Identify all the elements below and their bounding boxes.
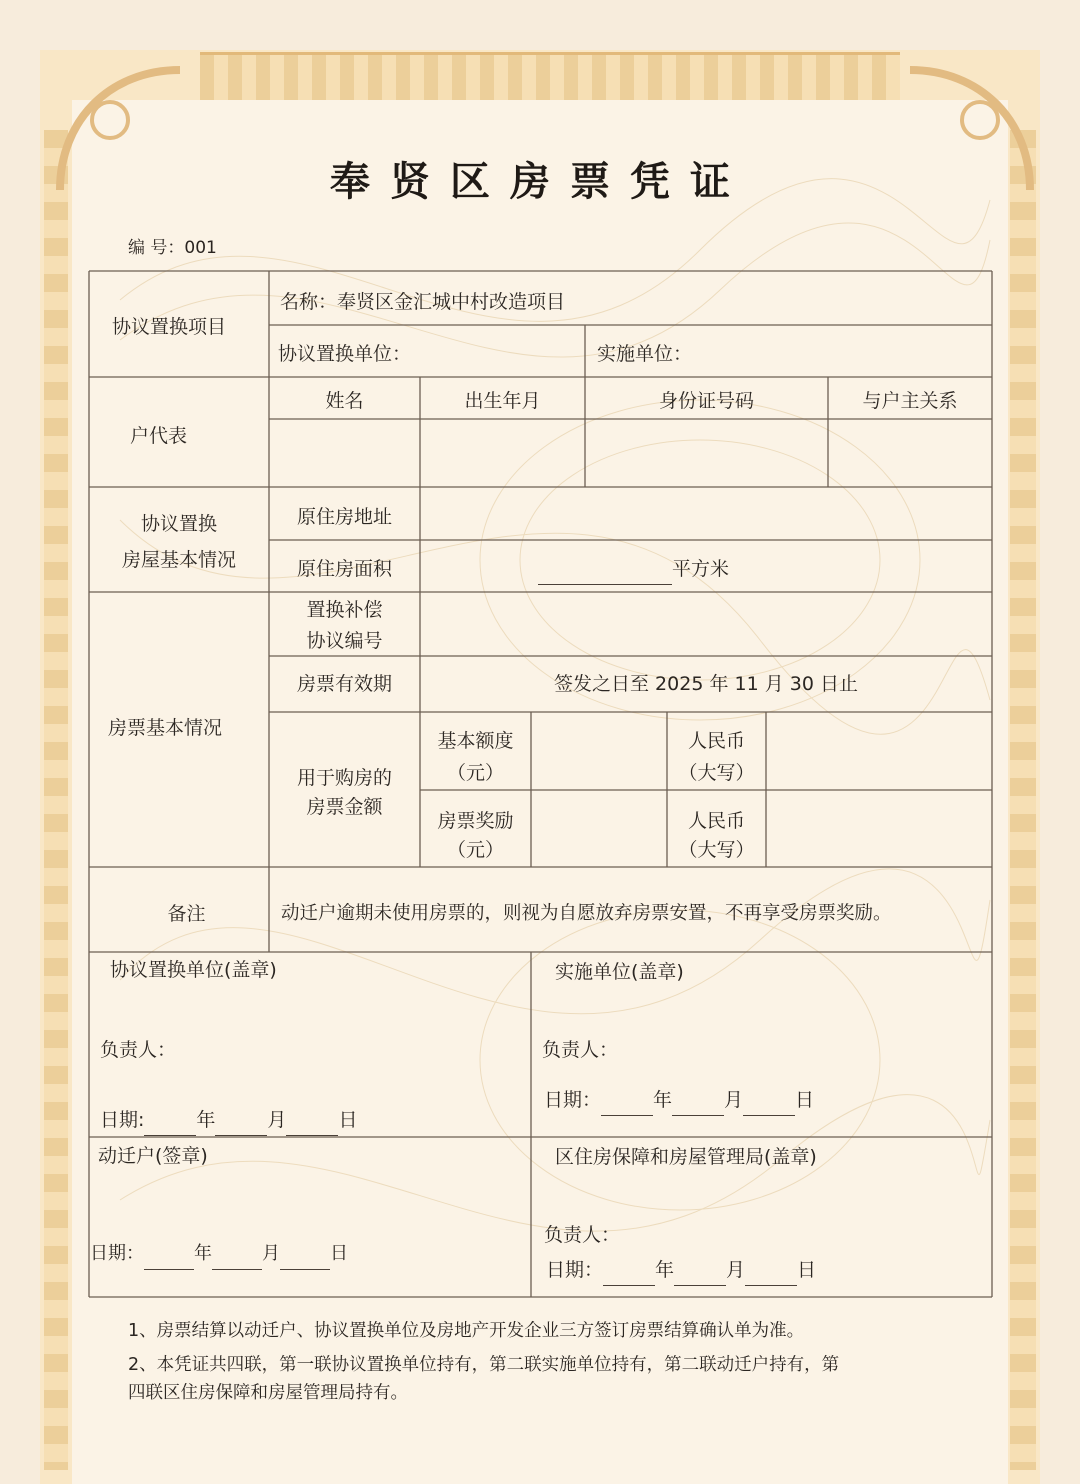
original-address-label: 原住房地址 bbox=[296, 506, 392, 528]
unit-person-label: 负责人： bbox=[100, 1039, 177, 1061]
household-date: 日期： 年 月 日 bbox=[90, 1238, 348, 1270]
reward-line1: 房票奖励 bbox=[437, 810, 514, 832]
serial-number: 编 号：001 bbox=[128, 238, 217, 258]
reward-rmb-line1: 人民币 bbox=[687, 810, 745, 832]
bureau-person-label: 负责人： bbox=[544, 1224, 621, 1246]
validity-label: 房票有效期 bbox=[296, 673, 392, 695]
column-header-id-number: 身份证号码 bbox=[658, 390, 754, 412]
unit-date: 日期: 年 月 日 bbox=[100, 1104, 357, 1136]
column-header-relation: 与户主关系 bbox=[862, 390, 958, 412]
purchase-amount-line1: 用于购房的 bbox=[296, 767, 392, 789]
footnote-2-continued: 四联区住房保障和房屋管理局持有。 bbox=[128, 1383, 408, 1403]
area-unit: 平方米 bbox=[672, 558, 730, 580]
column-header-name: 姓名 bbox=[325, 390, 364, 412]
project-name: 名称：奉贤区金汇城中村改造项目 bbox=[280, 291, 566, 313]
column-header-birth: 出生年月 bbox=[464, 390, 541, 412]
footnote-2: 2、本凭证共四联，第一联协议置换单位持有，第二联实施单位持有，第二联动迁户持有，第 bbox=[128, 1355, 840, 1375]
base-rmb-line1: 人民币 bbox=[687, 730, 745, 752]
purchase-amount-line2: 房票金额 bbox=[306, 796, 383, 818]
agreement-unit-label: 协议置换单位： bbox=[278, 343, 412, 365]
base-amount-line1: 基本额度 bbox=[437, 730, 514, 752]
area-blank bbox=[538, 562, 672, 585]
house-info-label-line2: 房屋基本情况 bbox=[121, 549, 236, 571]
ticket-info-label: 房票基本情况 bbox=[108, 717, 223, 739]
project-label: 协议置换项目 bbox=[112, 316, 227, 338]
base-rmb-line2: （大写） bbox=[678, 762, 755, 784]
original-area-label: 原住房面积 bbox=[296, 558, 392, 580]
agreement-unit-seal: 协议置换单位(盖章) bbox=[110, 959, 277, 981]
reward-line2: （元） bbox=[446, 839, 504, 861]
remarks-text: 动迁户逾期未使用房票的，则视为自愿放弃房票安置，不再享受房票奖励。 bbox=[281, 903, 892, 924]
page-title: 奉贤区房票凭证 bbox=[330, 158, 750, 205]
housing-bureau-seal: 区住房保障和房屋管理局(盖章) bbox=[555, 1146, 817, 1168]
implementation-unit-label: 实施单位： bbox=[597, 343, 693, 365]
impl-date: 日期： 年 月 日 bbox=[544, 1084, 814, 1116]
household-label: 户代表 bbox=[130, 425, 188, 447]
reward-rmb-line2: （大写） bbox=[678, 839, 755, 861]
agreement-number-line2: 协议编号 bbox=[306, 630, 383, 652]
remarks-label: 备注 bbox=[167, 903, 206, 925]
implementation-unit-seal: 实施单位(盖章) bbox=[555, 961, 684, 983]
validity-value: 签发之日至 2025 年 11 月 30 日止 bbox=[554, 673, 858, 695]
base-amount-line2: （元） bbox=[446, 762, 504, 784]
agreement-number-line1: 置换补偿 bbox=[306, 599, 383, 621]
bureau-date: 日期： 年 月 日 bbox=[546, 1254, 816, 1286]
impl-person-label: 负责人： bbox=[542, 1039, 619, 1061]
original-area-value bbox=[538, 553, 729, 585]
footnote-1: 1、房票结算以动迁户、协议置换单位及房地产开发企业三方签订房票结算确认单为准。 bbox=[128, 1321, 805, 1341]
house-info-label-line1: 协议置换 bbox=[140, 513, 217, 535]
household-signature: 动迁户(签章) bbox=[98, 1145, 208, 1167]
